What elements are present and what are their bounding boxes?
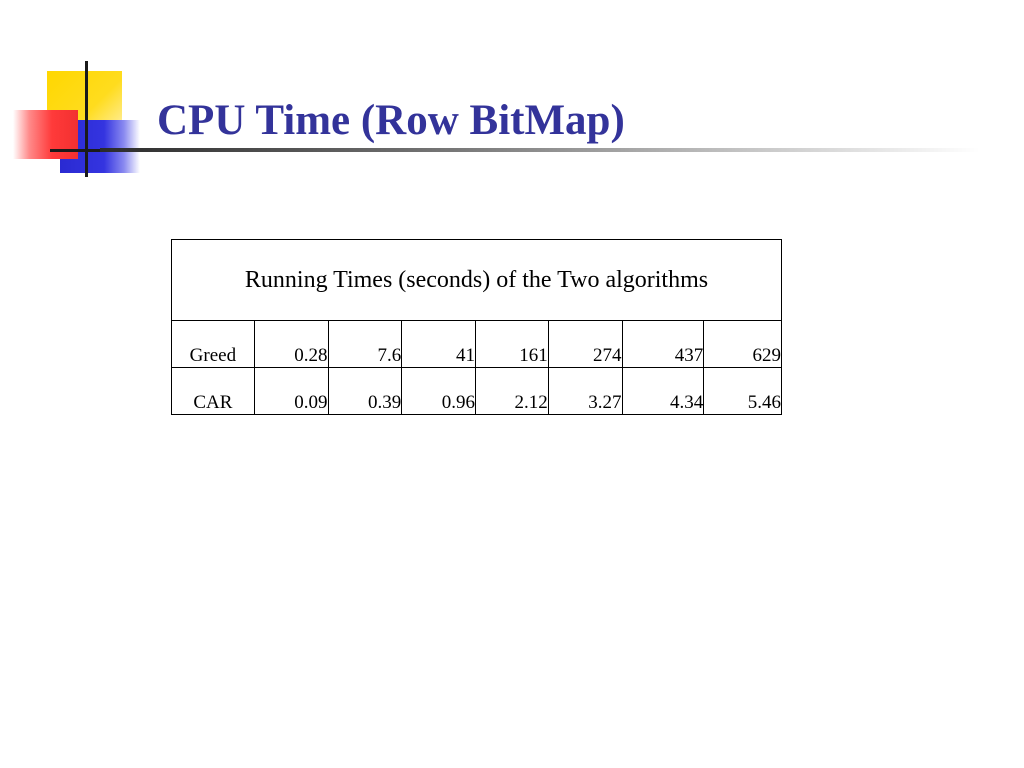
title-underline: [100, 148, 980, 152]
table-cell: 7.6: [328, 321, 402, 368]
table-cell: 2.12: [476, 368, 549, 415]
table-cell: 0.09: [254, 368, 328, 415]
table-cell: 0.39: [328, 368, 402, 415]
table-cell: 161: [476, 321, 549, 368]
table-row-greed: [172, 321, 782, 368]
slide-title: CPU Time (Row BitMap): [157, 97, 625, 144]
row-label: Greed: [172, 321, 255, 368]
table-cell: 437: [622, 321, 704, 368]
table-cell: 4.34: [622, 368, 704, 415]
table-cell: 0.28: [254, 321, 328, 368]
row-label: CAR: [172, 368, 255, 415]
table-cell: 0.96: [402, 368, 476, 415]
table-cell: 629: [704, 321, 782, 368]
table-cell: 3.27: [548, 368, 622, 415]
slide-logo: [0, 0, 160, 190]
logo-vertical-line: [85, 61, 88, 177]
table-caption: Running Times (seconds) of the Two algorithms: [172, 240, 782, 321]
table-row-car: [172, 368, 782, 415]
table-cell: 274: [548, 321, 622, 368]
table-cell: 5.46: [704, 368, 782, 415]
table-cell: 41: [402, 321, 476, 368]
running-times-table: [171, 239, 782, 415]
